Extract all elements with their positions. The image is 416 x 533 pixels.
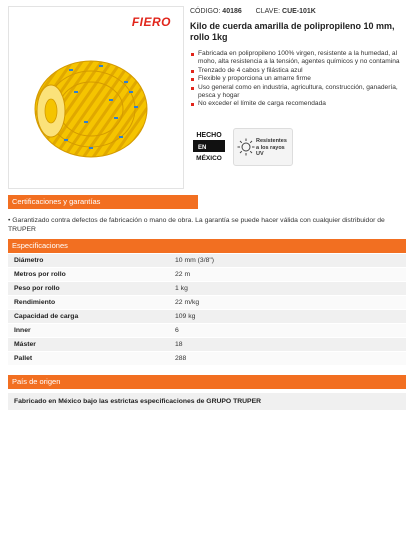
table-row bbox=[8, 296, 406, 310]
spec-label: Diámetro bbox=[8, 254, 169, 268]
brand-logo: FIERO bbox=[131, 15, 171, 29]
spec-label: Capacidad de carga bbox=[8, 310, 169, 324]
spec-label: Peso por rollo bbox=[8, 282, 169, 296]
made-in-top-text: HECHO bbox=[196, 132, 222, 139]
certifications-heading: Certificaciones y garantías bbox=[8, 195, 198, 209]
table-row bbox=[8, 324, 406, 338]
uv-resistant-badge bbox=[233, 128, 293, 166]
feature-list bbox=[190, 50, 412, 109]
specifications-heading: Especificaciones bbox=[8, 239, 406, 253]
spec-label: Pallet bbox=[8, 352, 169, 366]
feature-item: No exceder el límite de carga recomendada bbox=[190, 100, 412, 108]
spec-value: 109 kg bbox=[169, 310, 406, 324]
table-row bbox=[8, 268, 406, 282]
spec-value: 1 kg bbox=[169, 282, 406, 296]
key-label: CLAVE: bbox=[255, 8, 281, 15]
made-in-mexico-badge bbox=[190, 128, 228, 164]
spec-value: 6 bbox=[169, 324, 406, 338]
made-in-en-text: EN bbox=[198, 145, 207, 151]
certifications-text: • Garantizado contra defectos de fabricación o mano de obra. La garantía se puede hacer válida con cualquier distribuidor de TRUPER bbox=[8, 217, 385, 233]
spec-value: 10 mm (3/8") bbox=[169, 254, 406, 268]
feature-item: Uso general como en industria, agricultura, construcción, ganadería, pesca y hogar bbox=[190, 84, 412, 101]
product-image-card bbox=[8, 6, 184, 189]
made-in-country-text: MÉXICO bbox=[196, 155, 222, 162]
table-row bbox=[8, 352, 406, 366]
spec-value: 288 bbox=[169, 352, 406, 366]
spec-label: Rendimiento bbox=[8, 296, 169, 310]
feature-item: Trenzado de 4 cabos y filástica azul bbox=[190, 67, 412, 75]
code-value: 40186 bbox=[222, 8, 242, 15]
table-row bbox=[8, 254, 406, 268]
table-row bbox=[8, 338, 406, 352]
feature-item: Fabricada en polipropileno 100% virgen, resistente a la humedad, al moho, alta resistencia a la tensión, agentes químicos y no contamina bbox=[190, 50, 412, 67]
key-value: CUE-101K bbox=[282, 8, 316, 15]
table-row bbox=[8, 310, 406, 324]
spec-value: 18 bbox=[169, 338, 406, 352]
spec-label: Metros por rollo bbox=[8, 268, 169, 282]
uv-text: Resistentes a los rayos UV bbox=[256, 138, 287, 157]
code-label: CÓDIGO: bbox=[190, 8, 221, 15]
spec-label: Inner bbox=[8, 324, 169, 338]
table-row bbox=[8, 282, 406, 296]
spec-value: 22 m/kg bbox=[169, 296, 406, 310]
origin-text: Fabricado en México bajo las estrictas especificaciones de GRUPO TRUPER bbox=[8, 393, 406, 410]
origin-heading: País de origen bbox=[8, 375, 406, 389]
product-codes bbox=[190, 8, 316, 15]
spec-label: Máster bbox=[8, 338, 169, 352]
rope-coil-image bbox=[29, 51, 149, 161]
sun-uv-icon bbox=[237, 138, 255, 156]
product-title: Kilo de cuerda amarilla de polipropileno 10 mm, rollo 1kg bbox=[190, 21, 395, 42]
feature-item: Flexible y proporciona un amarre firme bbox=[190, 75, 412, 83]
specifications-table bbox=[8, 254, 406, 366]
spec-value: 22 m bbox=[169, 268, 406, 282]
